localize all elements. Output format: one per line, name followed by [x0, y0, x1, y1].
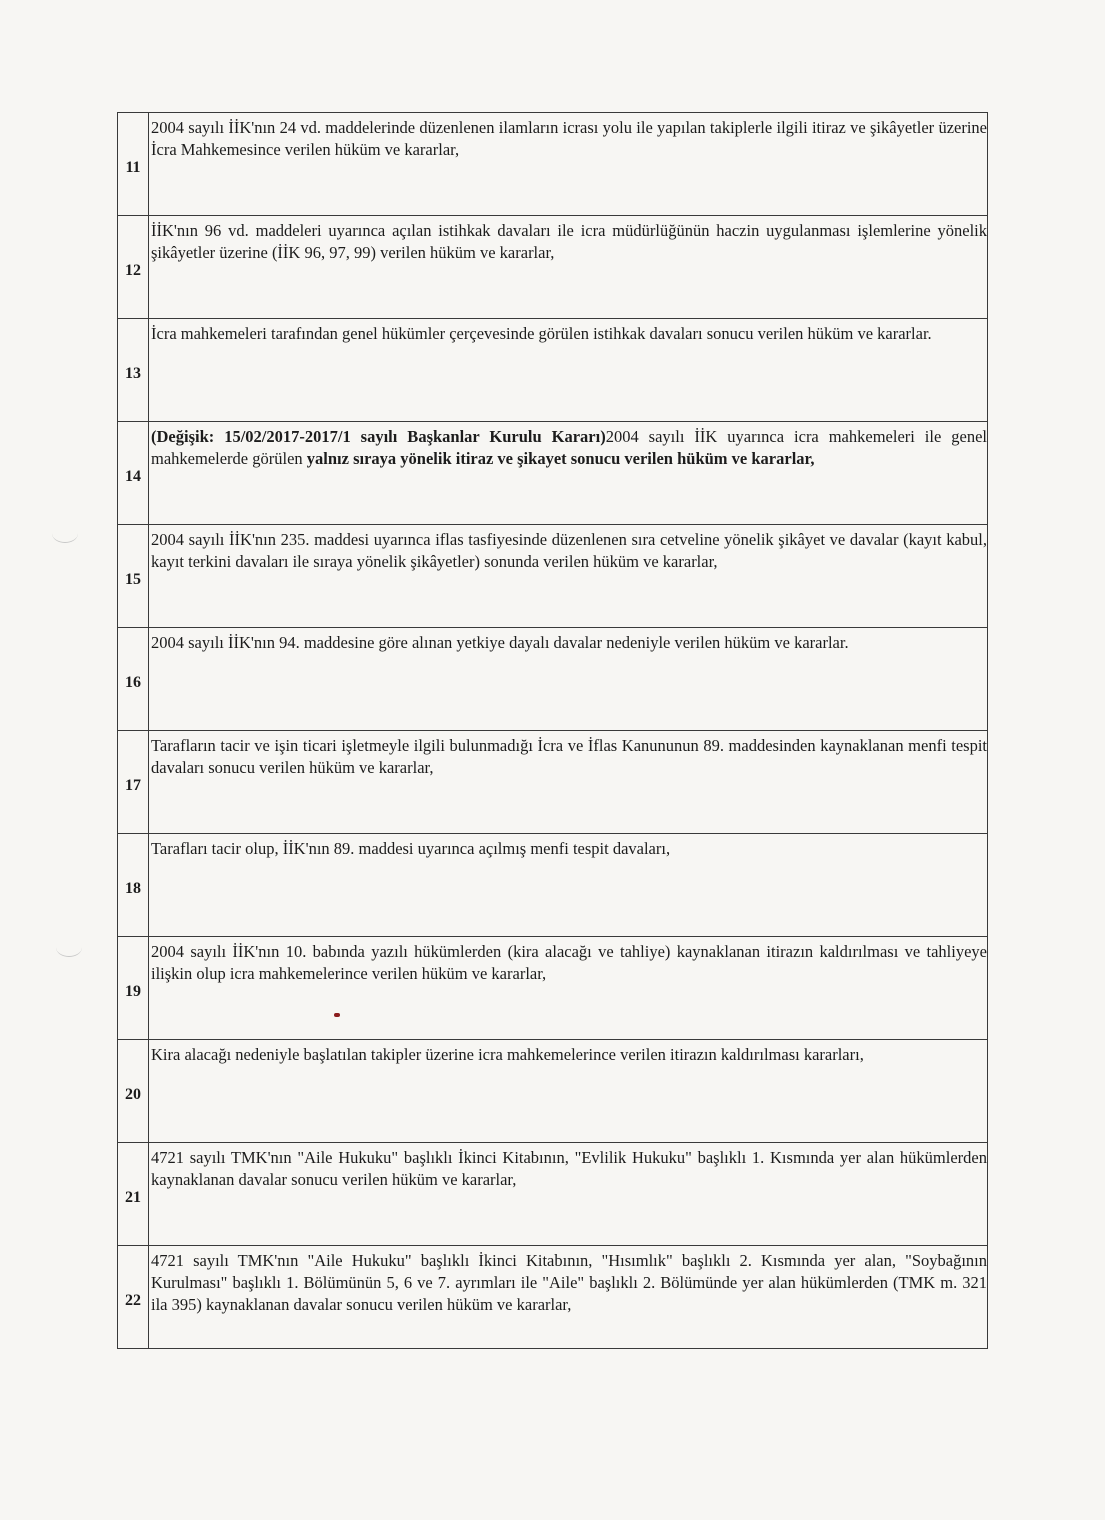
row-number-cell — [118, 216, 149, 319]
row-number: 18 — [125, 880, 141, 897]
row-text-cell: İİK'nın 96 vd. maddeleri uyarınca açılan istihkak davaları ile icra müdürlüğünün haczin uygulanması işlemlerine yönelik şikâyetler üzerine (İİK 96, 97, 99) verilen hüküm ve kararlar, — [149, 216, 988, 319]
table-row — [118, 422, 988, 525]
table-row — [118, 525, 988, 628]
row-number: 17 — [125, 777, 141, 794]
row-text-cell: Tarafların tacir ve işin ticari işletmeyle ilgili bulunmadığı İcra ve İflas Kanununun 89. maddesinden kaynaklanan menfi tespit davaları sonucu verilen hüküm ve kararlar, — [149, 731, 988, 834]
table-row — [118, 1143, 988, 1246]
row-text-cell: Tarafları tacir olup, İİK'nın 89. maddesi uyarınca açılmış menfi tespit davaları, — [149, 834, 988, 937]
row-text-cell: 2004 sayılı İİK'nın 94. maddesine göre alınan yetkiye dayalı davalar nedeniyle verilen hüküm ve kararlar. — [149, 628, 988, 731]
row-text-cell: 2004 sayılı İİK'nın 24 vd. maddelerinde düzenlenen ilamların icrası yolu ile yapılan takiplerle ilgili itiraz ve şikâyetler üzerine İcra Mahkemesince verilen hüküm ve kararlar, — [149, 113, 988, 216]
table-row — [118, 319, 988, 422]
table-row — [118, 1040, 988, 1143]
row-number-cell — [118, 525, 149, 628]
row-number-cell — [118, 628, 149, 731]
amendment-note: (Değişik: 15/02/2017-2017/1 sayılı Başkanlar Kurulu Kararı) — [151, 427, 606, 446]
row-number-cell — [118, 319, 149, 422]
row-text-cell — [149, 422, 988, 525]
row-number: 13 — [125, 365, 141, 382]
row-number-cell — [118, 1246, 149, 1349]
provisions-table — [117, 112, 988, 1349]
row-number-cell — [118, 731, 149, 834]
table-row — [118, 628, 988, 731]
row-number: 22 — [125, 1292, 141, 1309]
row-text-cell: İcra mahkemeleri tarafından genel hükümler çerçevesinde görülen istihkak davaları sonucu verilen hüküm ve kararlar. — [149, 319, 988, 422]
row-text-emphasis: yalnız sıraya yönelik itiraz ve şikayet sonucu verilen hüküm ve kararlar, — [306, 449, 815, 468]
table-row — [118, 113, 988, 216]
table-row — [118, 731, 988, 834]
table-row — [118, 216, 988, 319]
punch-hole-mark-top — [52, 524, 78, 543]
row-number: 21 — [125, 1189, 141, 1206]
row-text-cell: 4721 sayılı TMK'nın "Aile Hukuku" başlıklı İkinci Kitabının, "Evlilik Hukuku" başlıklı 1. Kısmında yer alan hükümlerden kaynaklanan davalar sonucu verilen hüküm ve kararlar, — [149, 1143, 988, 1246]
row-number-cell — [118, 834, 149, 937]
row-number: 16 — [125, 674, 141, 691]
row-number-cell — [118, 937, 149, 1040]
table-row — [118, 937, 988, 1040]
row-text-cell: 4721 sayılı TMK'nın "Aile Hukuku" başlıklı İkinci Kitabının, "Hısımlık" başlıklı 2. Kısmında yer alan, "Soybağının Kurulması" başlıklı 1. Bölümünün 5, 6 ve 7. ayrımları ile "Aile" başlıklı 2. Bölümünde yer alan hükümlerden (TMK m. 321 ila 395) kaynaklanan davalar sonucu verilen hüküm ve kararlar, — [149, 1246, 988, 1349]
row-text-cell: 2004 sayılı İİK'nın 10. babında yazılı hükümlerden (kira alacağı ve tahliye) kaynaklanan itirazın kaldırılması ve tahliyeye ilişkin olup icra mahkemelerince verilen hüküm ve kararlar, — [149, 937, 988, 1040]
row-number: 20 — [125, 1086, 141, 1103]
table-row — [118, 1246, 988, 1349]
row-number: 14 — [125, 468, 141, 485]
row-number: 11 — [125, 159, 141, 176]
punch-hole-mark-bottom — [56, 938, 82, 957]
row-text-cell: 2004 sayılı İİK'nın 235. maddesi uyarınca iflas tasfiyesinde düzenlenen sıra cetveline yönelik şikâyet ve davalar (kayıt kabul, kayıt terkini davaları ile sıraya yönelik şikâyetler) sonunda verilen hüküm ve kararlar, — [149, 525, 988, 628]
row-number-cell — [118, 113, 149, 216]
table-row — [118, 834, 988, 937]
row-number: 19 — [125, 983, 141, 1000]
row-number: 12 — [125, 262, 141, 279]
row-number-cell — [118, 422, 149, 525]
row-number-cell — [118, 1143, 149, 1246]
row-text-cell: Kira alacağı nedeniyle başlatılan takipler üzerine icra mahkemelerince verilen itirazın kaldırılması kararları, — [149, 1040, 988, 1143]
row-number: 15 — [125, 571, 141, 588]
row-text: 2004 sayılı İİK uyarınca icra mahkemeleri ile genel mahkemelerde görülen — [151, 427, 987, 468]
row-number-cell — [118, 1040, 149, 1143]
